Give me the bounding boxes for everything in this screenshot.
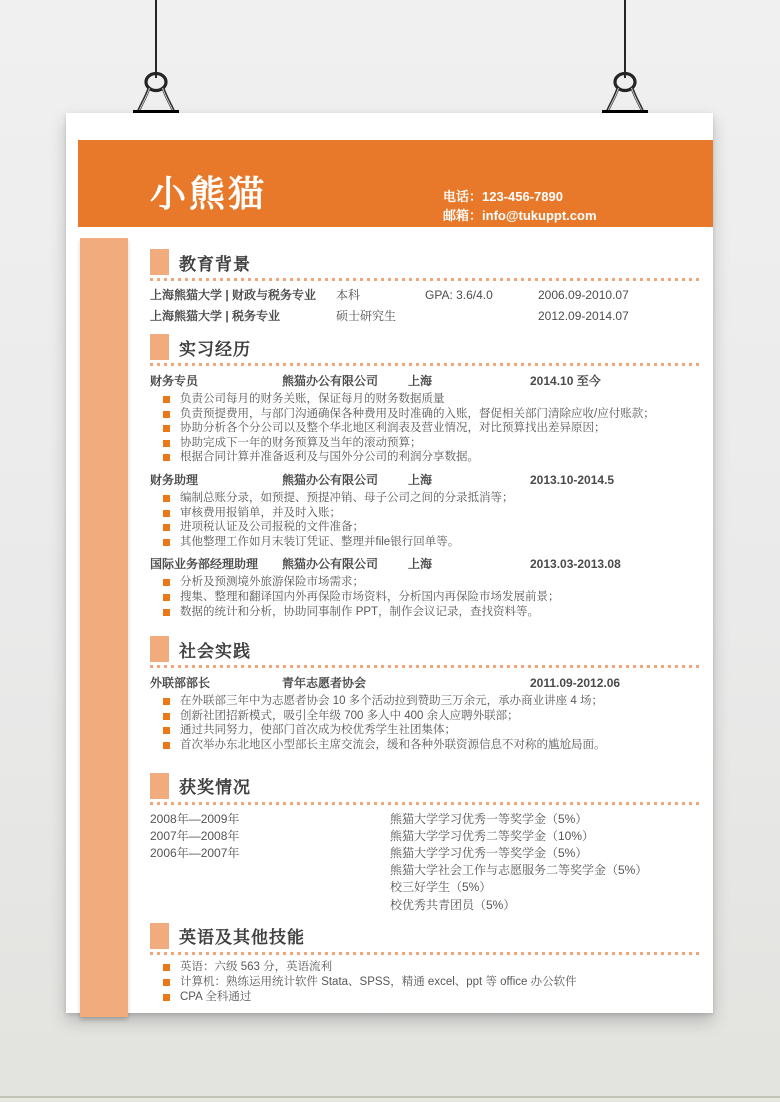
job-period: 2013.10-2014.5 <box>530 472 615 487</box>
social-bullet: 在外联部三年中为志愿者协会 10 多个活动拉到赞助三万余元，承办商业讲座 4 场； <box>150 694 700 709</box>
job-company: 熊猫办公有限公司 <box>282 557 379 572</box>
section-header <box>150 773 700 799</box>
dotted-divider <box>150 802 700 805</box>
school-major: 上海熊猫大学 | 税务专业 <box>150 309 281 323</box>
job-bullet: 编制总账分录，如预提、预提冲销、母子公司之间的分录抵消等； <box>150 491 700 506</box>
contact-info <box>443 187 597 225</box>
job-bullet: 根据合同计算并准备返利及与国外分公司的利润分享数据。 <box>150 450 700 465</box>
phone-label: 电话： <box>443 189 483 204</box>
job-header <box>150 555 700 573</box>
award-period: 2006年—2007年 <box>150 845 240 860</box>
job-bullet: 其他整理工作如月末装订凭证、整理并file银行回单等。 <box>150 535 700 550</box>
section-marker <box>150 636 169 662</box>
phone-value: 123-456-7890 <box>482 189 563 204</box>
job-company: 熊猫办公有限公司 <box>282 472 379 487</box>
section-marker <box>150 773 169 799</box>
education-row <box>150 306 700 327</box>
degree: 本科 <box>336 288 361 302</box>
floor <box>0 1098 780 1102</box>
award-period <box>150 897 390 914</box>
award-name: 校优秀共青团员（5%） <box>390 897 516 912</box>
section-title: 获奖情况 <box>179 778 251 797</box>
job-bullet: 协助分析各个分公司以及整个华北地区利润表及营业情况，对比预算找出差异原因； <box>150 421 700 436</box>
social-role: 外联部部长 <box>150 676 211 691</box>
gpa <box>425 306 538 327</box>
section-header <box>150 636 700 662</box>
job-bullet: 负责公司每月的财务关账，保证每月的财务数据质量 <box>150 392 700 407</box>
email-label: 邮箱： <box>443 208 483 223</box>
dotted-divider <box>150 952 700 955</box>
hanging-string-icon <box>624 0 626 78</box>
resume-content <box>150 249 700 1005</box>
section-title: 社会实践 <box>179 641 251 661</box>
section-header <box>150 249 700 275</box>
social-period: 2011.09-2012.06 <box>530 676 621 691</box>
job-bullet: 负责预提费用，与部门沟通确保各种费用及时准确的入账，督促相关部门清除应收/应付账款； <box>150 407 700 422</box>
job-bullet: 进项税认证及公司报税的文件准备； <box>150 520 700 535</box>
job-bullet-list <box>150 575 700 619</box>
dotted-divider <box>150 278 700 281</box>
job-bullet-list <box>150 392 700 465</box>
section-title: 英语及其他技能 <box>179 928 305 948</box>
award-row <box>150 828 700 845</box>
award-period: 2007年—2008年 <box>150 828 240 843</box>
hanging-string-icon <box>155 0 157 78</box>
gpa: GPA: 3.6/4.0 <box>425 288 493 302</box>
job-city: 上海 <box>408 472 433 487</box>
job-bullet: 协助完成下一年的财务预算及当年的滚动预算； <box>150 436 700 451</box>
section-marker <box>150 334 169 360</box>
section-skills <box>150 923 700 1006</box>
job-bullet: 搜集、整理和翻译国内外再保险市场资料，分析国内再保险市场发展前景； <box>150 590 700 605</box>
skill-bullet: 英语：六级 563 分，英语流利 <box>150 960 700 975</box>
job-header <box>150 471 700 489</box>
job-role: 财务助理 <box>150 472 199 487</box>
award-name: 熊猫大学学习优秀二等奖学金（10%） <box>390 828 595 843</box>
award-row <box>150 897 700 914</box>
email-line <box>443 206 597 225</box>
section-title: 教育背景 <box>179 254 251 274</box>
award-period: 2008年—2009年 <box>150 811 240 826</box>
section-marker <box>150 249 169 275</box>
social-bullet: 创新社团招新模式，吸引全年级 700 多人中 400 余人应聘外联部； <box>150 709 700 724</box>
education-row <box>150 285 700 306</box>
award-period <box>150 879 390 896</box>
job-bullet-list <box>150 491 700 549</box>
job-entry <box>150 555 700 619</box>
social-header <box>150 674 700 692</box>
education-rows <box>150 285 700 327</box>
award-name: 熊猫大学学习优秀一等奖学金（5%） <box>390 811 588 826</box>
email-value: info@tukuppt.com <box>482 208 597 223</box>
job-entry <box>150 372 700 465</box>
section-experience <box>150 334 700 619</box>
skill-bullet: 计算机：熟练运用统计软件 Stata、SPSS，精通 excel、ppt 等 office 办公软件 <box>150 975 700 990</box>
period: 2012.09-2014.07 <box>538 309 629 323</box>
social-bullet: 首次举办东北地区小型部长主席交流会，缓和各种外联资源信息不对称的尴尬局面。 <box>150 738 700 753</box>
skill-bullet: CPA 全科通过 <box>150 990 700 1005</box>
award-row <box>150 879 700 896</box>
award-row <box>150 862 700 879</box>
degree: 硕士研究生 <box>336 309 397 323</box>
social-bullet-list <box>150 694 700 752</box>
section-header <box>150 334 700 360</box>
sidebar-accent-bar <box>80 238 128 1017</box>
job-role: 财务专员 <box>150 374 199 388</box>
award-period <box>150 862 390 879</box>
dotted-divider <box>150 665 700 668</box>
award-rows <box>150 811 700 914</box>
job-entry <box>150 471 700 549</box>
section-social-practice <box>150 636 700 752</box>
job-role: 国际业务部经理助理 <box>150 557 259 572</box>
job-bullet: 分析及预测境外旅游保险市场需求； <box>150 575 700 590</box>
header-band <box>78 140 713 227</box>
job-period: 2013.03-2013.08 <box>530 557 621 572</box>
job-city: 上海 <box>408 374 433 388</box>
award-row <box>150 845 700 862</box>
award-row <box>150 811 700 828</box>
resume-page <box>66 113 713 1013</box>
candidate-name: 小熊猫 <box>150 173 268 214</box>
award-name: 熊猫大学学习优秀一等奖学金（5%） <box>390 845 588 860</box>
job-period: 2014.10 至今 <box>530 374 601 388</box>
social-org: 青年志愿者协会 <box>282 676 367 691</box>
phone-line <box>443 187 597 206</box>
school-major: 上海熊猫大学 | 财政与税务专业 <box>150 288 317 302</box>
social-bullet: 通过共同努力，使部门首次成为校优秀学生社团集体； <box>150 723 700 738</box>
job-company: 熊猫办公有限公司 <box>282 374 379 388</box>
section-marker <box>150 923 169 949</box>
award-name: 校三好学生（5%） <box>390 880 492 895</box>
job-bullet: 数据的统计和分析，协助同事制作 PPT，制作会议记录，查找资料等。 <box>150 605 700 620</box>
section-education <box>150 249 700 327</box>
skills-bullet-list <box>150 960 700 1006</box>
period: 2006.09-2010.07 <box>538 288 629 302</box>
job-bullet: 审核费用报销单，并及时入账； <box>150 506 700 521</box>
section-title: 实习经历 <box>179 339 251 359</box>
job-header <box>150 372 700 390</box>
award-name: 熊猫大学社会工作与志愿服务二等奖学金（5%） <box>390 863 648 878</box>
dotted-divider <box>150 363 700 366</box>
job-city: 上海 <box>408 557 433 572</box>
section-awards <box>150 773 700 914</box>
section-header <box>150 923 700 949</box>
